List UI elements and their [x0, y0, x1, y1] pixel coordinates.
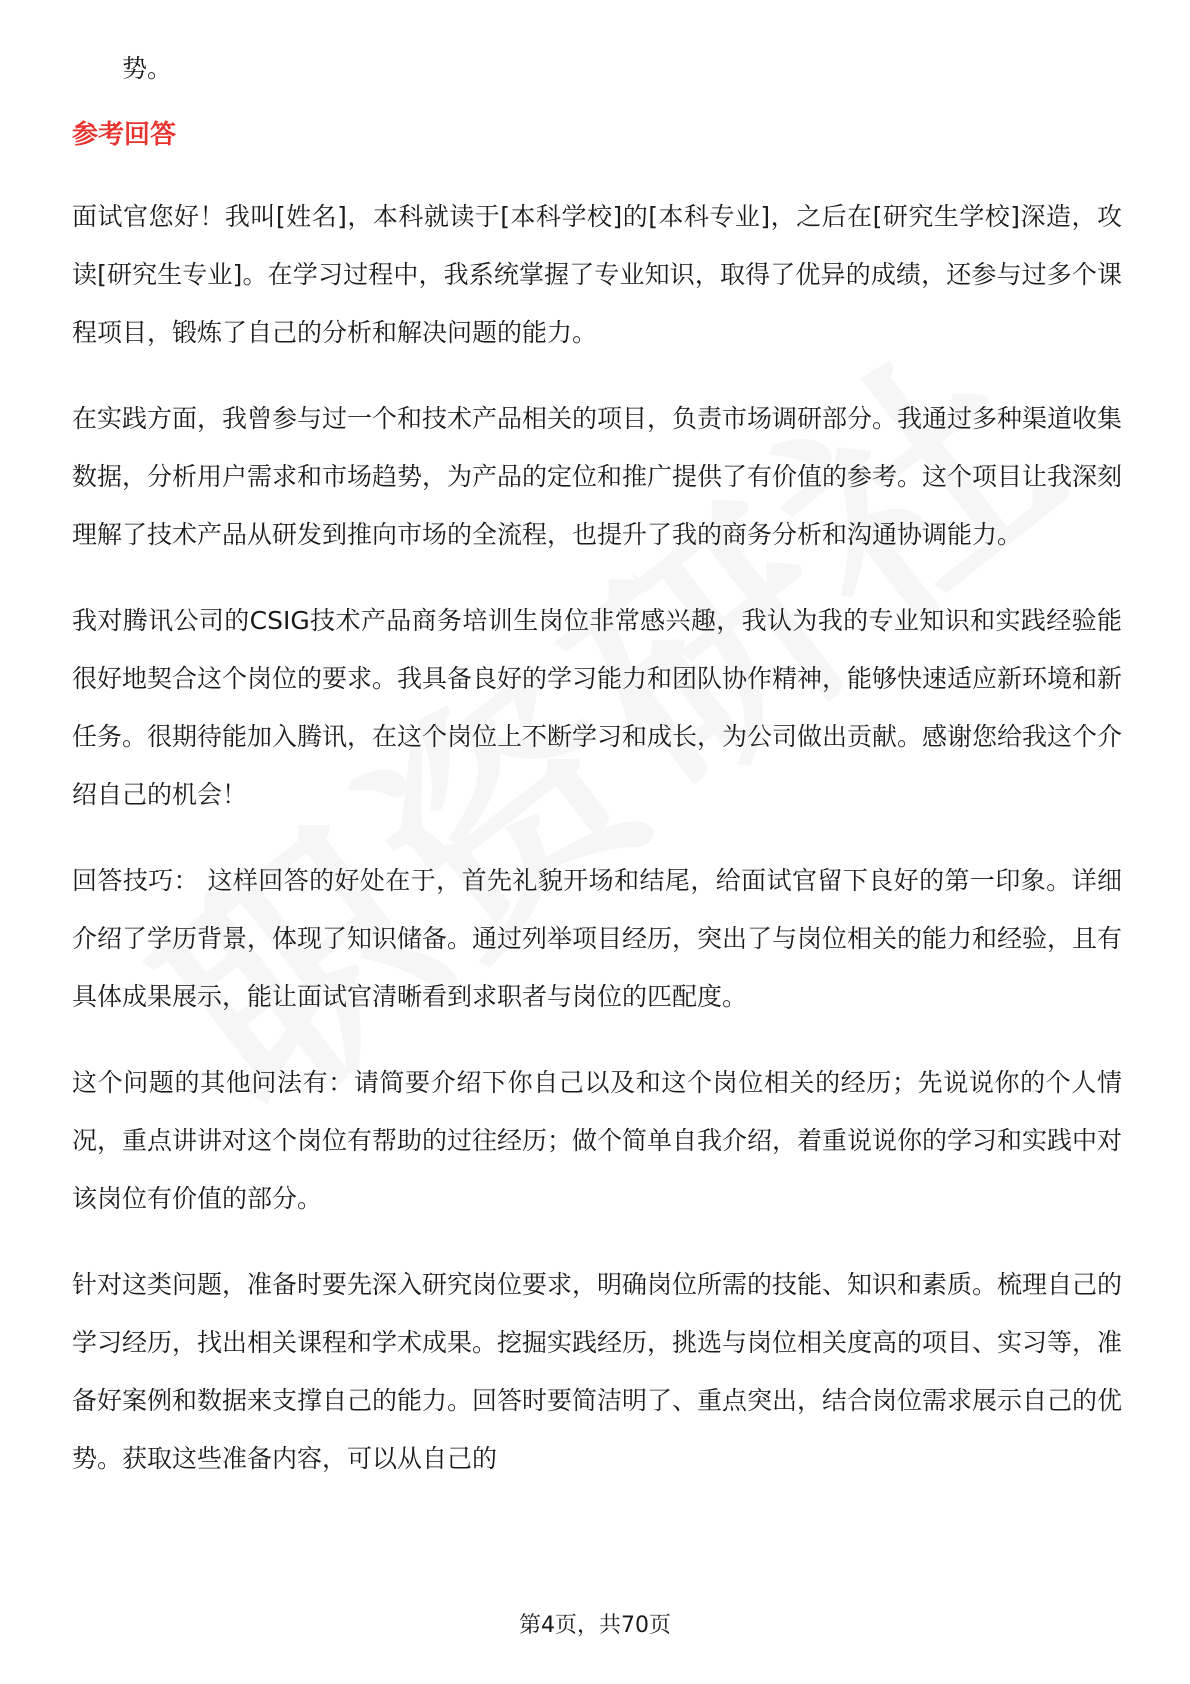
- paragraph-practice: 在实践方面，我曾参与过一个和技术产品相关的项目，负责市场调研部分。我通过多种渠道收集数据，分析用户需求和市场趋势，为产品的定位和推广提供了有价值的参考。这个项目让我深刻理解了技术产品从研发到推向市场的全流程，也提升了我的商务分析和沟通协调能力。: [72, 404, 1123, 549]
- continuation-text: 势。: [122, 54, 173, 83]
- paragraph-alternatives: 这个问题的其他问法有：请简要介绍下你自己以及和这个岗位相关的经历；先说说你的个人情况，重点讲讲对这个岗位有帮助的过往经历；做个简单自我介绍，着重说说你的学习和实践中对该岗位有价值的部分。: [72, 1068, 1123, 1213]
- paragraph-tips: 回答技巧： 这样回答的好处在于，首先礼貌开场和结尾，给面试官留下良好的第一印象。详细介绍了学历背景，体现了知识储备。通过列举项目经历，突出了与岗位相关的能力和经验，且有具体成果展示，能让面试官清晰看到求职者与岗位的匹配度。: [72, 866, 1123, 1011]
- paragraph-intro: 面试官您好！我叫[姓名]，本科就读于[本科学校]的[本科专业]，之后在[研究生学校]深造，攻读[研究生专业]。在学习过程中，我系统掌握了专业知识，取得了优异的成绩，还参与过多个课程项目，锻炼了自己的分析和解决问题的能力。: [72, 202, 1122, 347]
- paragraph-preparation: 针对这类问题，准备时要先深入研究岗位要求，明确岗位所需的技能、知识和素质。梳理自己的学习经历，找出相关课程和学术成果。挖掘实践经历，挑选与岗位相关度高的项目、实习等，准备好案例和数据来支撑自己的能力。回答时要简洁明了、重点突出，结合岗位需求展示自己的优势。获取这些准备内容，可以从自己的: [72, 1270, 1123, 1473]
- section-heading: 参考回答: [72, 120, 177, 150]
- page-number: 第4页，共70页: [519, 1613, 671, 1638]
- document-body: [72, 40, 1122, 1516]
- paragraph-interest: 我对腾讯公司的CSIG技术产品商务培训生岗位非常感兴趣，我认为我的专业知识和实践经验能很好地契合这个岗位的要求。我具备良好的学习能力和团队协作精神，能够快速适应新环境和新任务。很期待能加入腾讯，在这个岗位上不断学习和成长，为公司做出贡献。感谢您给我这个介绍自己的机会！: [72, 606, 1123, 809]
